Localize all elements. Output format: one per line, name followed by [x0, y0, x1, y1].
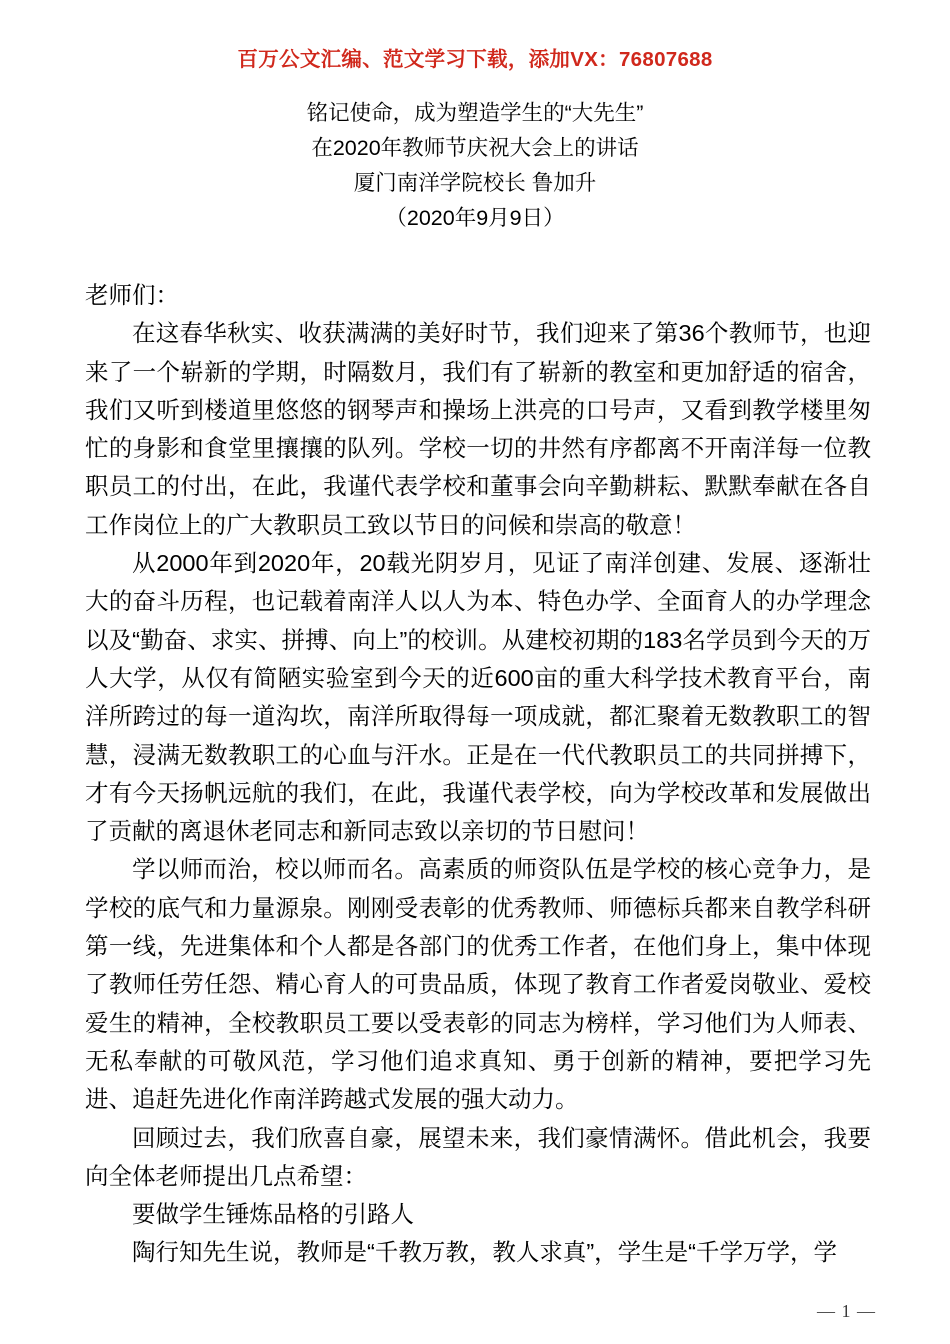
page-number: — 1 — [817, 1301, 876, 1321]
title-line-speaker: 厦门南洋学院校长 鲁加升 [353, 171, 597, 195]
paragraph-2: 从2000年到2020年，20载光阴岁月，见证了南洋创建、发展、逐渐壮大的奋斗历程，也记载着南洋人以人为本、特色办学、全面育人的办学理念以及“勤奋、求实、拼搏、向上”的校训。从建校初期的183名学员到今天的万人大学，从仅有简陋实验室到今天的近600亩的重大科学技术教育平台，南洋所跨过的每一道沟坎，南洋所取得每一项成就，都汇聚着无数教职工的智慧，浸满无数教职工的心血与汗水。正是在一代代教职员工的共同拼搏下，才有今天扬帆远航的我们，在此，我谨代表学校，向为学校改革和发展做出了贡献的离退休老同志和新同志致以亲切的节日慰问！ [85, 550, 871, 845]
paragraph-6: 陶行知先生说，教师是“千教万教，教人求真”，学生是“千学万学，学 [132, 1239, 837, 1266]
promo-header-banner: 百万公文汇编、范文学习下载，添加VX：76807688 [237, 48, 713, 71]
paragraph-4: 回顾过去，我们欣喜自豪，展望未来，我们豪情满怀。借此机会，我要向全体老师提出几点希望： [85, 1124, 871, 1189]
title-line-occasion: 在2020年教师节庆祝大会上的讲话 [311, 136, 639, 160]
paragraph-1: 在这春华秋实、收获满满的美好时节，我们迎来了第36个教师节，也迎来了一个崭新的学期，时隔数月，我们有了崭新的教室和更加舒适的宿舍，我们又听到楼道里悠悠的钢琴声和操场上洪亮的口号声，又看到教学楼里匆忙的身影和食堂里攘攘的队列。学校一切的井然有序都离不开南洋每一位教职员工的付出，在此，我谨代表学校和董事会向辛勤耕耘、默默奉献在各自工作岗位上的广大教职员工致以节日的问候和崇高的敬意！ [85, 320, 871, 538]
title-line-main: 铭记使命，成为塑造学生的“大先生” [306, 101, 644, 125]
document-title-block [0, 96, 950, 236]
document-body [85, 276, 871, 1272]
paragraph-5-heading: 要做学生锤炼品格的引路人 [132, 1201, 414, 1228]
page-footer [0, 1301, 950, 1322]
paragraph-3: 学以师而治，校以师而名。高素质的师资队伍是学校的核心竞争力，是学校的底气和力量源泉。刚刚受表彰的优秀教师、师德标兵都来自教学科研第一线，先进集体和个人都是各部门的优秀工作者，在他们身上，集中体现了教师任劳任怨、精心育人的可贵品质，体现了教育工作者爱岗敬业、爱校爱生的精神，全校教职员工要以受表彰的同志为榜样，学习他们为人师表、无私奉献的可敬风范，学习他们追求真知、勇于创新的精神，要把学习先进、追赶先进化作南洋跨越式发展的强大动力。 [85, 856, 871, 1113]
title-line-date: （2020年9月9日） [385, 206, 565, 230]
salutation: 老师们： [85, 282, 179, 308]
